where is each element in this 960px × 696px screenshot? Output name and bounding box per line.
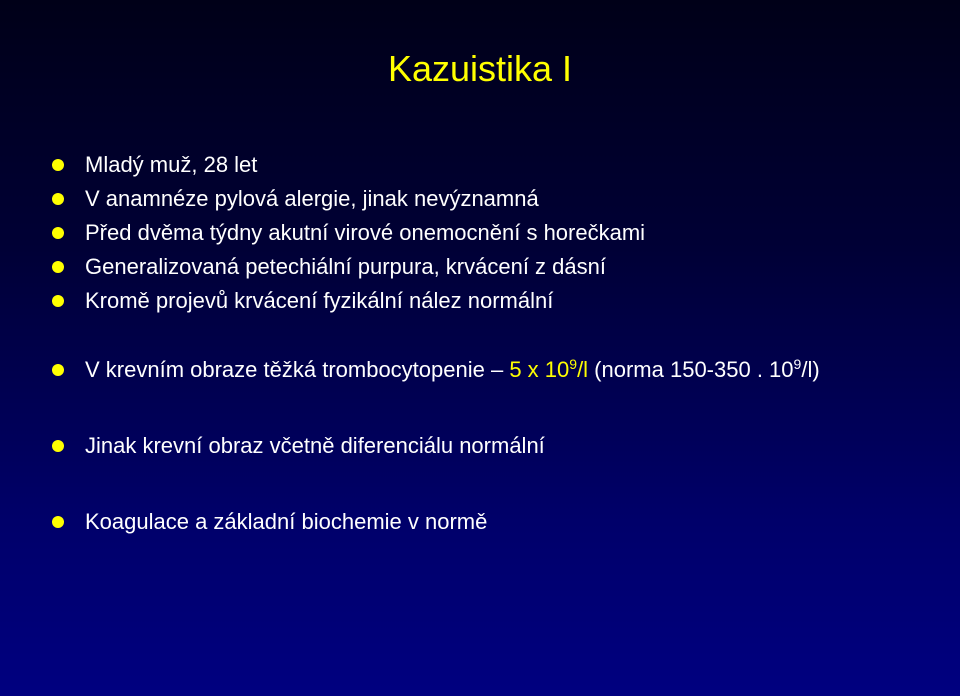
bullet-dot-icon xyxy=(52,261,64,273)
bullet-list xyxy=(52,148,932,539)
bullet-dot-icon xyxy=(52,295,64,307)
bullet-item xyxy=(52,250,932,284)
bullet-text: Před dvěma týdny akutní virové onemocnění s horečkami xyxy=(85,220,646,245)
bullet-text: Kromě projevů krvácení fyzikální nález normální xyxy=(85,288,554,313)
platelet-count xyxy=(509,357,588,382)
bullet-dot-icon xyxy=(52,159,64,171)
slide-title: Kazuistika I xyxy=(387,48,573,89)
bullet-text: Jinak krevní obraz včetně diferenciálu normální xyxy=(85,433,545,458)
platelets-intro: V krevním obraze těžká trombocytopenie – xyxy=(85,357,510,382)
bullet-item xyxy=(52,216,932,250)
platelet-count-unit: /l xyxy=(577,357,589,382)
bullet-dot-icon xyxy=(52,227,64,239)
platelet-count-value: 5 x 10 xyxy=(509,357,570,382)
platelet-norm-open: (norma 150-350 . 10 xyxy=(588,357,794,382)
bullet-dot-icon xyxy=(52,364,64,376)
bullet-text: V anamnéze pylová alergie, jinak nevýznamná xyxy=(85,186,539,211)
bullet-text: Koagulace a základní biochemie v normě xyxy=(85,509,488,534)
bullet-text: Generalizovaná petechiální purpura, krvácení z dásní xyxy=(85,254,606,279)
bullet-item-differential xyxy=(52,429,932,463)
platelet-count-exponent: 9 xyxy=(569,356,578,372)
bullet-dot-icon xyxy=(52,516,64,528)
platelet-norm-close: /l) xyxy=(801,357,820,382)
bullet-dot-icon xyxy=(52,193,64,205)
bullet-text: Mladý muž, 28 let xyxy=(85,152,258,177)
bullet-item xyxy=(52,148,932,182)
bullet-item-coagulation xyxy=(52,505,932,539)
bullet-item xyxy=(52,284,932,318)
bullet-item-platelets xyxy=(52,353,932,387)
platelet-norm-exponent: 9 xyxy=(793,356,802,372)
bullet-dot-icon xyxy=(52,440,64,452)
bullet-item xyxy=(52,182,932,216)
